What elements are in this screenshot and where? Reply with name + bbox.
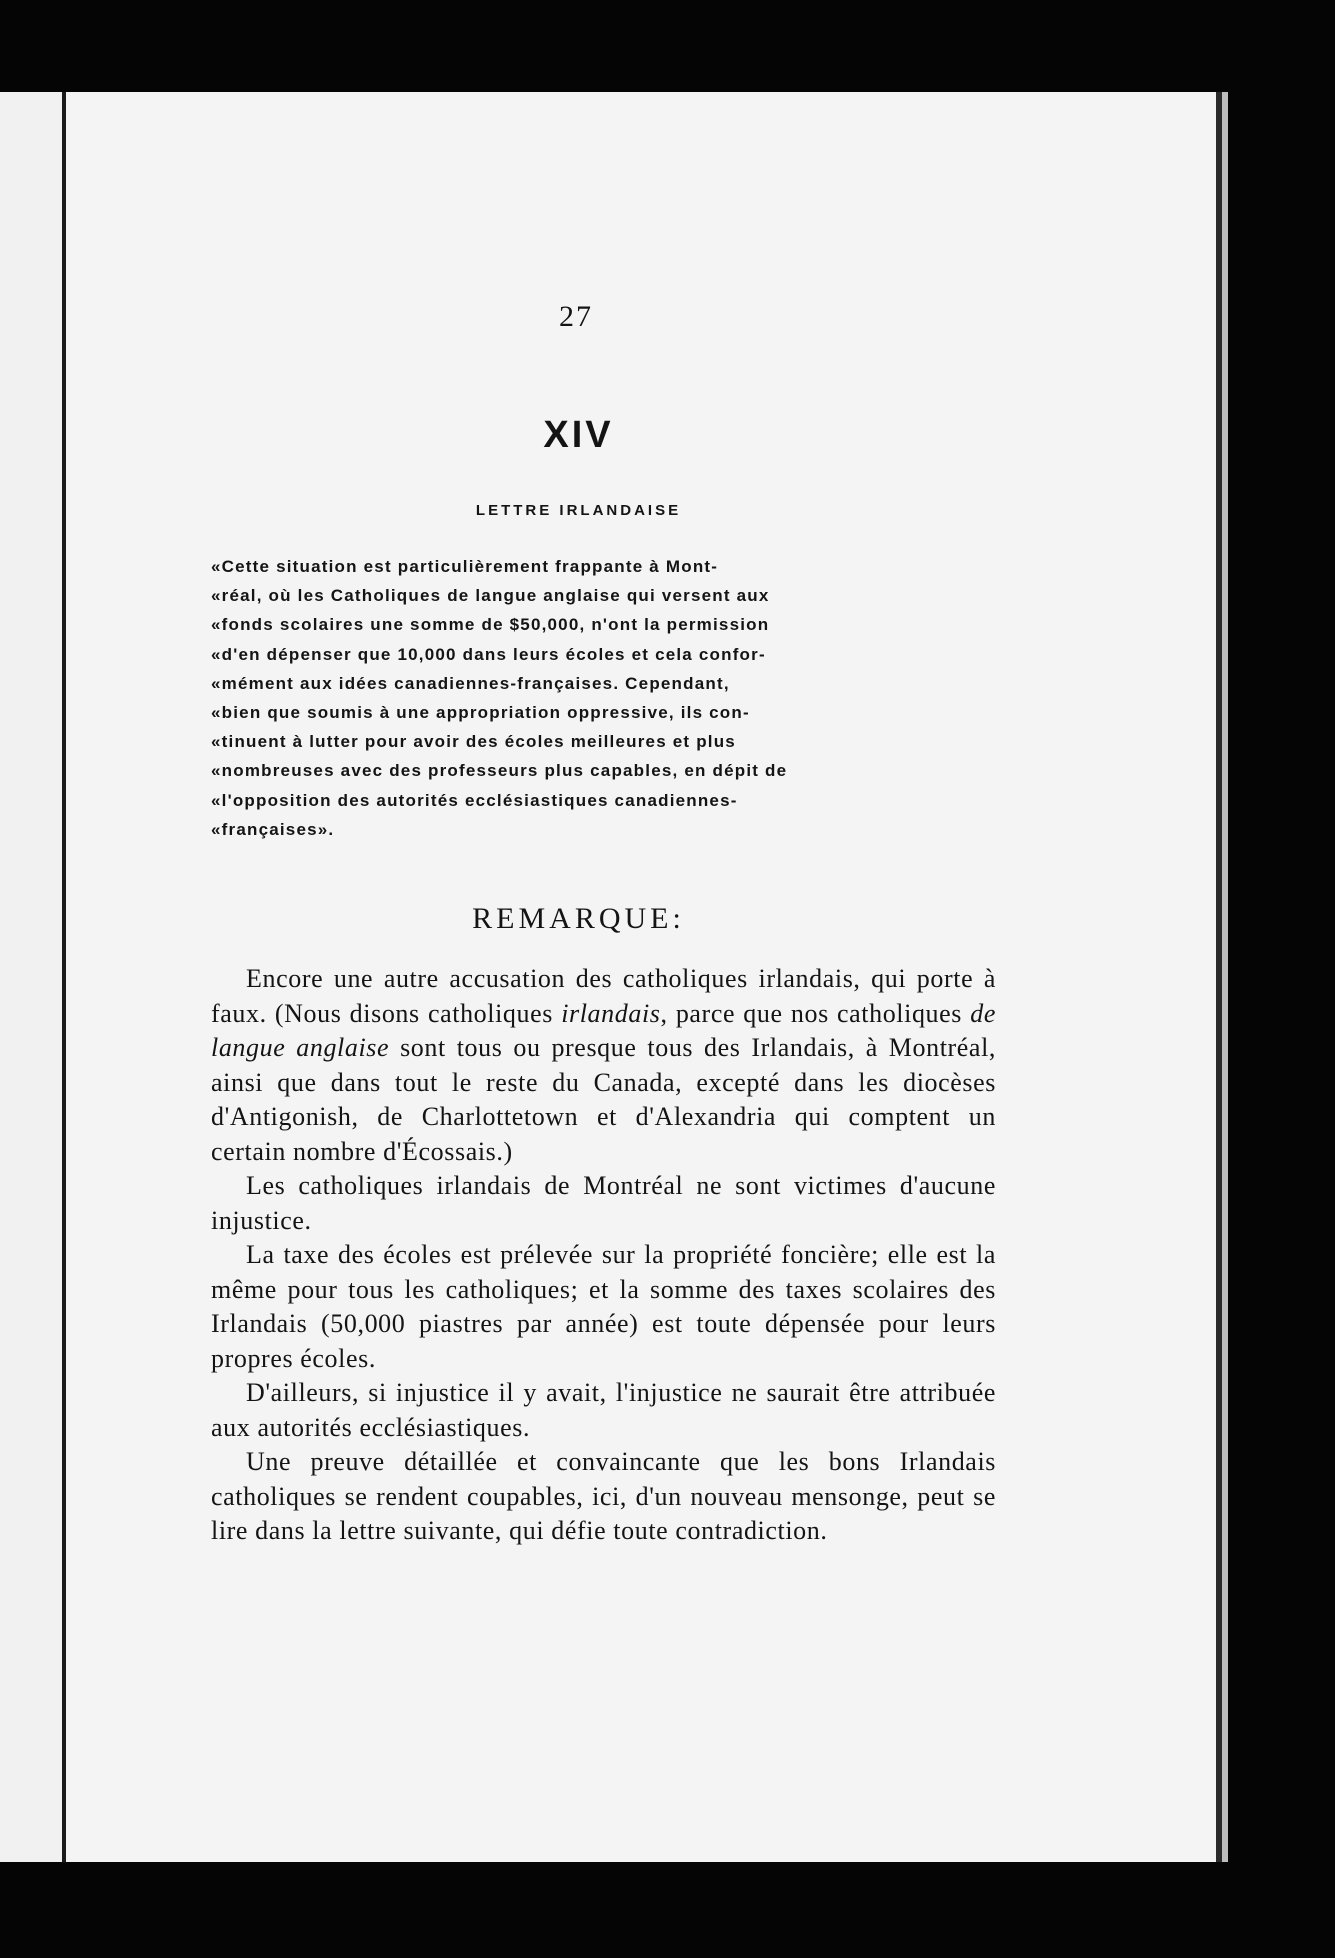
remark-heading: REMARQUE:: [472, 902, 685, 935]
letter-title: LETTRE IRLANDAISE: [475, 502, 682, 519]
remark-body: [211, 962, 996, 1549]
page-right-edge: [1222, 92, 1228, 1862]
quote-line: «l'opposition des autorités ecclésiastiques canadiennes-: [211, 790, 738, 810]
paragraph-1-text-b: , parce que nos catholiques: [660, 998, 971, 1028]
quote-line: «bien que soumis à une appropriation oppressive, ils con-: [211, 703, 750, 723]
paragraph-5: Une preuve détaillée et convaincante que les bons Irlandais catholiques se rendent coupables, ici, d'un nouveau mensonge, peut se lire dans la lettre suivante, qui défie toute contradiction.: [211, 1447, 996, 1545]
paragraph-1-text-a: Encore une autre accusation des catholiques irlandais, qui porte à faux. (Nous disons catholiques: [211, 964, 996, 1028]
paragraph-1-text-c: sont tous ou presque tous des Irlandais, à Montréal, ainsi que dans tout le reste du Canada, excepté dans les diocèses d'Antigonish, de Charlottetown et d'Alexandria qui comptent un certain nombre d'Écossais.): [211, 1033, 996, 1166]
quote-line: «françaises».: [211, 819, 335, 839]
paragraph-4: D'ailleurs, si injustice il y avait, l'injustice ne saurait être attribuée aux autorités ecclésiastiques.: [211, 1378, 996, 1442]
book-page: [66, 92, 1216, 1862]
quote-line: «Cette situation est particulièrement frappante à Mont-: [211, 557, 719, 576]
quote-line: «mément aux idées canadiennes-françaises. Cependant,: [211, 673, 730, 693]
quote-line: «nombreuses avec des professeurs plus capables, en dépit de: [211, 761, 788, 781]
page-number: 27: [559, 300, 593, 333]
quote-line: «fonds scolaires une somme de $50,000, n'ont la permission: [211, 615, 770, 635]
quoted-letter: [211, 552, 981, 844]
quote-line: «tinuent à lutter pour avoir des écoles meilleures et plus: [211, 732, 736, 752]
emphasis-irlandais: irlandais: [561, 998, 661, 1028]
quote-line: «d'en dépenser que 10,000 dans leurs écoles et cela confor-: [211, 644, 766, 664]
paragraph-1: [211, 962, 996, 1169]
quote-line: «réal, où les Catholiques de langue anglaise qui versent aux: [211, 586, 770, 606]
paragraph-3: La taxe des écoles est prélevée sur la propriété foncière; elle est la même pour tous les catholiques; et la somme des taxes scolaires des Irlandais (50,000 piastres par année) est toute dépensée pour leurs propres écoles.: [211, 1240, 996, 1373]
chapter-heading: XIV: [543, 414, 614, 456]
paragraph-2: Les catholiques irlandais de Montréal ne sont victimes d'aucune injustice.: [211, 1171, 996, 1235]
previous-page-edge: [0, 92, 62, 1862]
emphasis-langue-anglaise: de langue anglaise: [211, 998, 996, 1062]
